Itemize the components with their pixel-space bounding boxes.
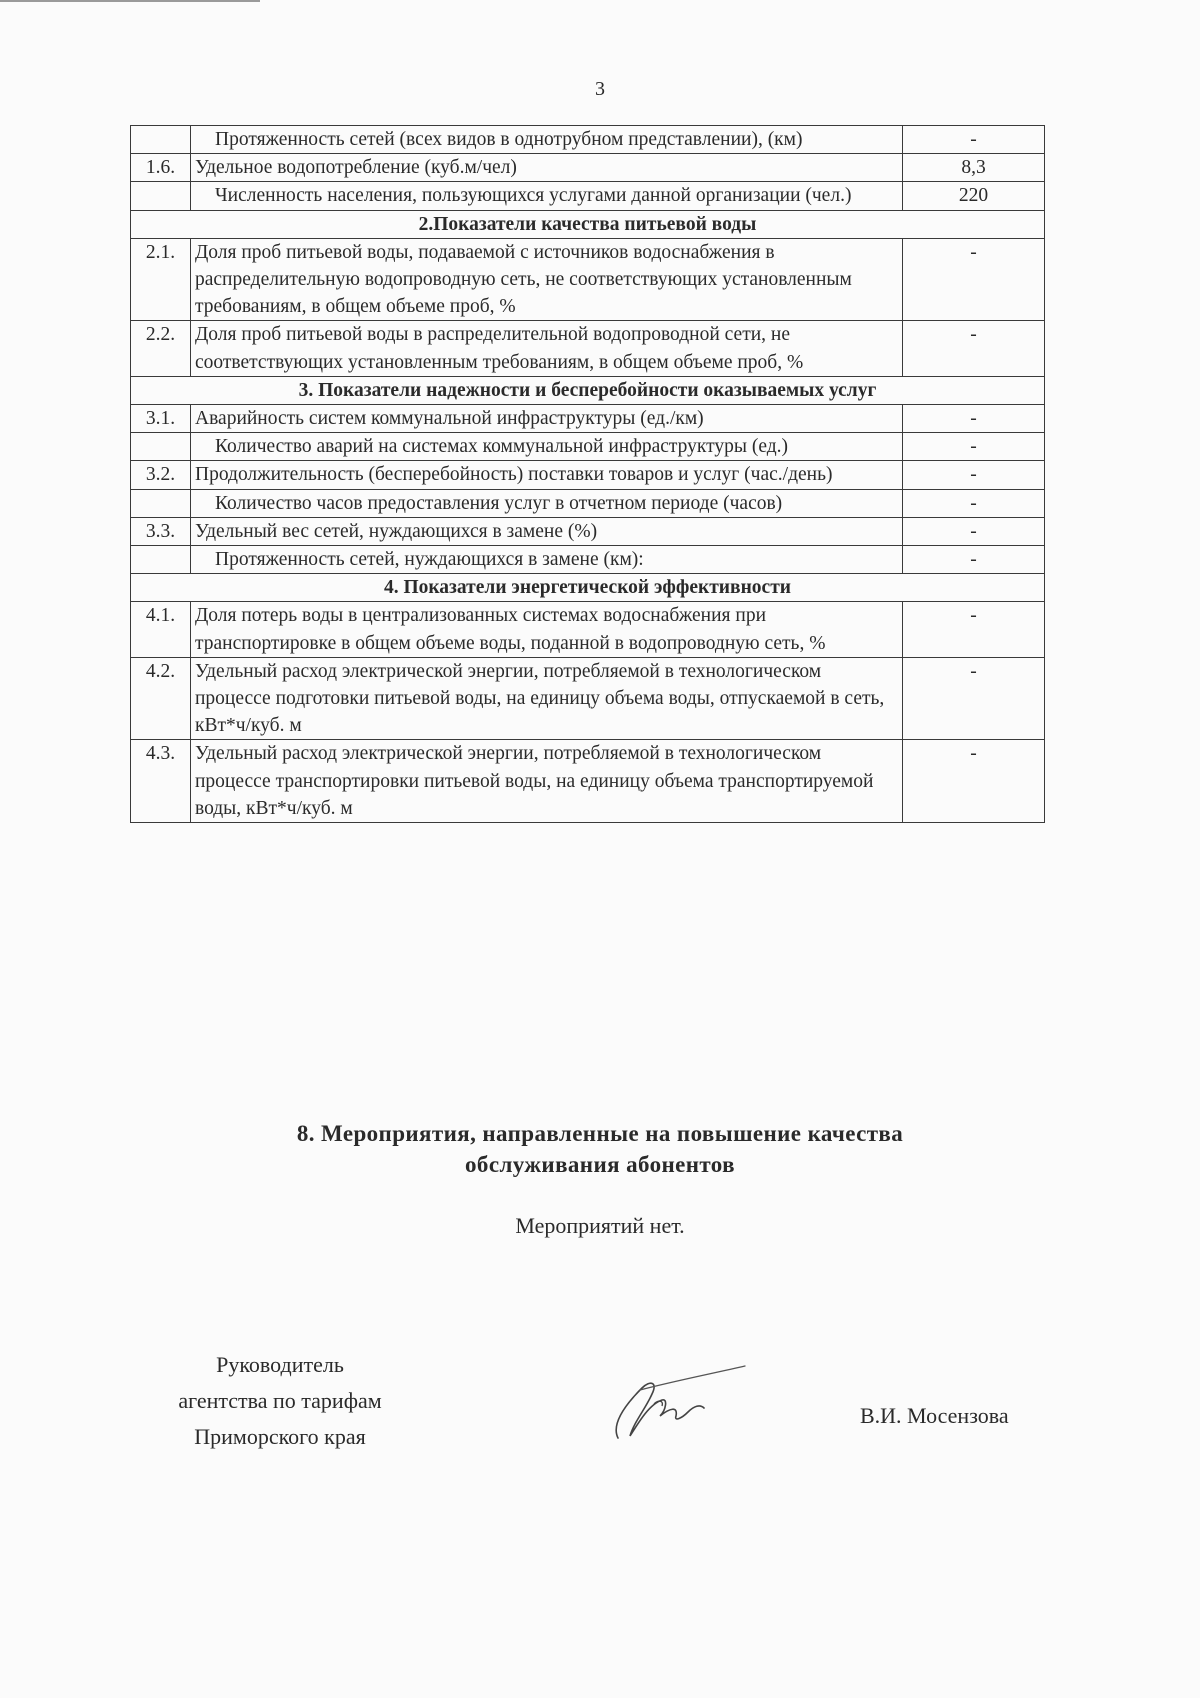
table-row (131, 126, 1045, 154)
indicator-description: Удельный вес сетей, нуждающихся в замене (%) (191, 517, 903, 545)
indicator-description: Доля проб питьевой воды в распределительной водопроводной сети, не соответствующих установленным требованиям, в общем объеме проб, % (191, 321, 903, 376)
table-row (131, 602, 1045, 657)
section-8-body: Мероприятий нет. (515, 1213, 685, 1238)
section-header-row (131, 210, 1045, 238)
signatory-title-line3: Приморского края (194, 1424, 366, 1449)
indicator-number (131, 126, 191, 154)
indicator-description: Продолжительность (бесперебойность) поставки товаров и услуг (час./день) (191, 461, 903, 489)
signatory-title-line2: агентства по тарифам (178, 1388, 382, 1413)
indicator-number (131, 546, 191, 574)
table-row (131, 740, 1045, 823)
indicator-number: 4.2. (131, 657, 191, 740)
signatory-name: В.И. Мосензова (860, 1403, 1009, 1428)
section-8-title-line2: обслуживания абонентов (465, 1152, 735, 1177)
indicator-value: 220 (903, 182, 1045, 210)
indicator-description: Удельное водопотребление (куб.м/чел) (191, 154, 903, 182)
signatory-title (130, 1347, 430, 1455)
indicator-number (131, 489, 191, 517)
indicator-number (131, 182, 191, 210)
section-8-title-line1: 8. Мероприятия, направленные на повышение качества (296, 1121, 904, 1146)
indicator-number: 1.6. (131, 154, 191, 182)
indicator-description: Количество аварий на системах коммунальной инфраструктуры (ед.) (191, 433, 903, 461)
indicators-table (130, 125, 1045, 823)
indicator-value: 8,3 (903, 154, 1045, 182)
indicator-description: Доля проб питьевой воды, подаваемой с источников водоснабжения в распределительную водопроводную сеть, не соответствующих установленным требованиям, в общем объеме проб, % (191, 238, 903, 321)
indicator-description: Численность населения, пользующихся услугами данной организации (чел.) (191, 182, 903, 210)
indicator-value: - (903, 126, 1045, 154)
indicator-number: 4.3. (131, 740, 191, 823)
table-row (131, 238, 1045, 321)
indicator-description: Аварийность систем коммунальной инфраструктуры (ед./км) (191, 405, 903, 433)
handwritten-signature (600, 1360, 750, 1450)
indicator-value: - (903, 546, 1045, 574)
page-number: 3 (595, 78, 605, 100)
indicator-number: 3.3. (131, 517, 191, 545)
table-row (131, 517, 1045, 545)
section-header: 4. Показатели энергетической эффективности (131, 574, 1045, 602)
indicator-number: 3.1. (131, 405, 191, 433)
indicator-number: 3.2. (131, 461, 191, 489)
section-header-row (131, 376, 1045, 404)
indicator-number (131, 433, 191, 461)
indicator-description: Протяженность сетей, нуждающихся в замене (км): (191, 546, 903, 574)
table-row (131, 657, 1045, 740)
section-8-title (0, 1118, 1200, 1180)
table-row (131, 405, 1045, 433)
section-header: 3. Показатели надежности и бесперебойности оказываемых услуг (131, 376, 1045, 404)
indicator-description: Количество часов предоставления услуг в отчетном периоде (часов) (191, 489, 903, 517)
indicator-description: Удельный расход электрической энергии, потребляемой в технологическом процессе подготовки питьевой воды, на единицу объема воды, отпускаемой в сеть, кВт*ч/куб. м (191, 657, 903, 740)
indicator-value: - (903, 602, 1045, 657)
indicator-value: - (903, 489, 1045, 517)
indicator-value: - (903, 461, 1045, 489)
indicator-number: 2.2. (131, 321, 191, 376)
indicator-description: Протяженность сетей (всех видов в однотрубном представлении), (км) (191, 126, 903, 154)
section-header-row (131, 574, 1045, 602)
signatory-title-line1: Руководитель (216, 1352, 344, 1377)
indicator-description: Доля потерь воды в централизованных системах водоснабжения при транспортировке в общем объеме воды, поданной в водопроводную сеть, % (191, 602, 903, 657)
indicator-value: - (903, 517, 1045, 545)
indicator-number: 2.1. (131, 238, 191, 321)
table-row (131, 546, 1045, 574)
indicator-value: - (903, 238, 1045, 321)
table-row (131, 182, 1045, 210)
indicator-description: Удельный расход электрической энергии, потребляемой в технологическом процессе транспортировки питьевой воды, на единицу объема транспортируемой воды, кВт*ч/куб. м (191, 740, 903, 823)
indicator-number: 4.1. (131, 602, 191, 657)
section-header: 2.Показатели качества питьевой воды (131, 210, 1045, 238)
table-row (131, 461, 1045, 489)
table-row (131, 321, 1045, 376)
indicator-value: - (903, 321, 1045, 376)
table-row (131, 489, 1045, 517)
indicator-value: - (903, 405, 1045, 433)
indicator-value: - (903, 433, 1045, 461)
indicator-value: - (903, 657, 1045, 740)
table-row (131, 433, 1045, 461)
indicator-value: - (903, 740, 1045, 823)
scan-edge-mark (0, 0, 260, 2)
table-row (131, 154, 1045, 182)
